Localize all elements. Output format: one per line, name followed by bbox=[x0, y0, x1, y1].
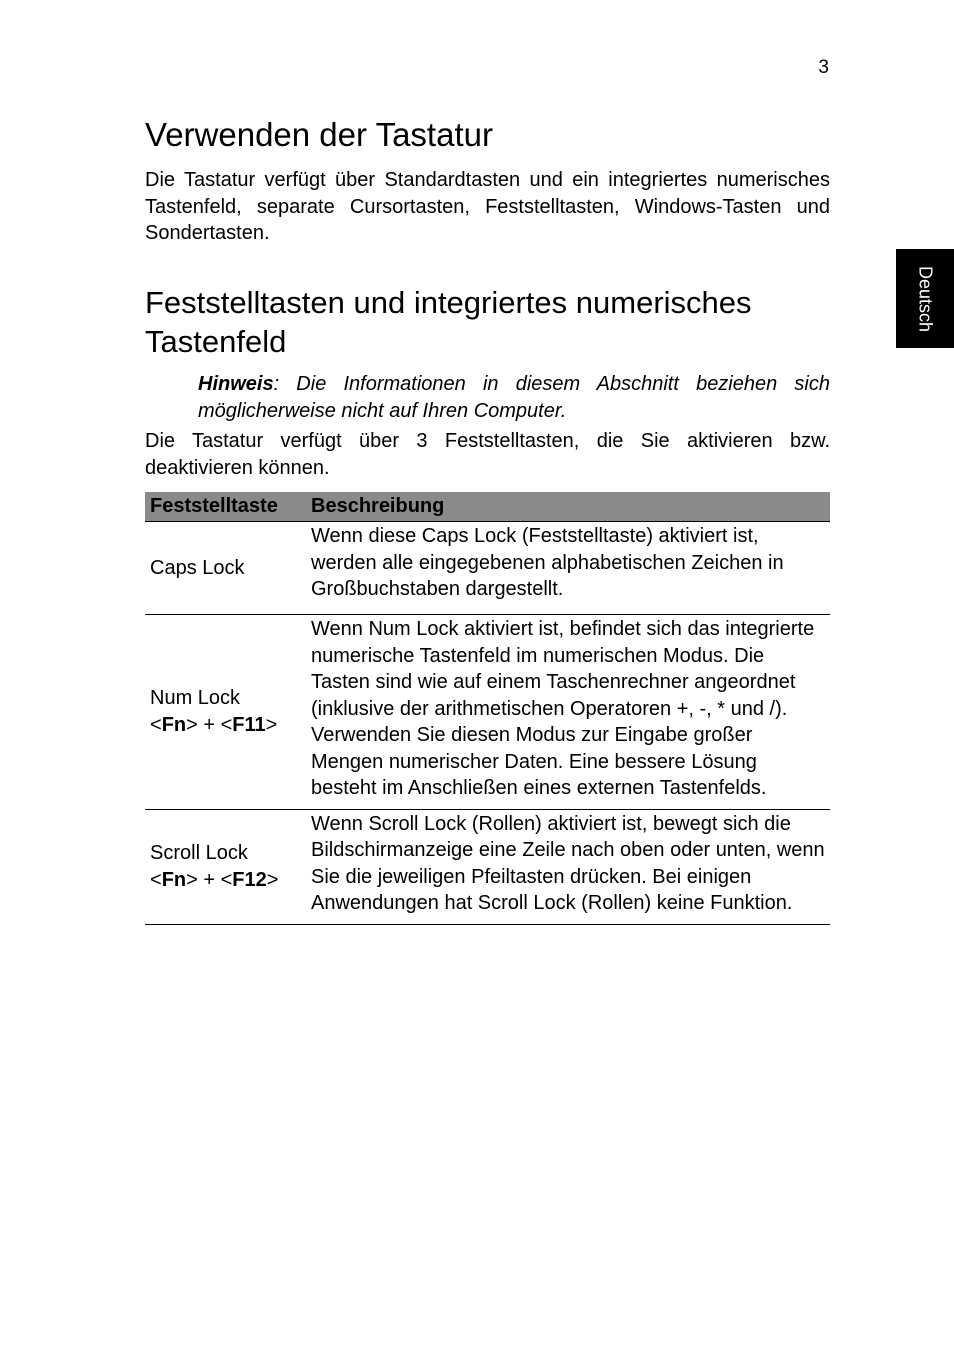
table-cell-key bbox=[145, 522, 306, 615]
key-combo: <Fn> + <F12> bbox=[150, 868, 279, 891]
table-header-row bbox=[145, 492, 830, 522]
table-cell-description: Wenn Scroll Lock (Rollen) aktiviert ist, bewegt sich die Bildschirmanzeige eine Zeile nach oben oder unten, wenn Sie die jeweiligen Pfeiltasten drücken. Bei einigen Anwendungen hat Scroll Lock (Rollen) keine Funktion. bbox=[306, 809, 830, 924]
table-cell-key bbox=[145, 809, 306, 924]
table-header-description: Beschreibung bbox=[306, 492, 830, 522]
key-name: Caps Lock bbox=[150, 556, 245, 579]
table-row bbox=[145, 615, 830, 810]
note-label: Hinweis bbox=[198, 373, 274, 395]
table-cell-key bbox=[145, 615, 306, 810]
note-paragraph bbox=[198, 371, 830, 424]
section-title-lock-keys: Feststelltasten und integriertes numerisches Tastenfeld bbox=[145, 285, 752, 359]
key-combo: <Fn> + <F11> bbox=[150, 713, 278, 736]
language-tab-label: Deutsch bbox=[915, 265, 936, 332]
note-text: : Die Informationen in diesem Abschnitt beziehen sich möglicherweise nicht auf Ihren Computer. bbox=[198, 373, 830, 422]
table-header-key: Feststelltaste bbox=[145, 492, 306, 522]
keyboard-intro-paragraph: Die Tastatur verfügt über Standardtasten und ein integriertes numerisches Tastenfeld, separate Cursortasten, Feststelltasten, Windows-Tasten und Sondertasten. bbox=[145, 169, 830, 244]
language-tab bbox=[896, 249, 954, 348]
section-title-keyboard: Verwenden der Tastatur bbox=[145, 116, 493, 153]
table-cell-description: Wenn diese Caps Lock (Feststelltaste) aktiviert ist, werden alle eingegebenen alphabetischen Zeichen in Großbuchstaben dargestellt. bbox=[306, 522, 830, 615]
key-name: Num Lock bbox=[150, 687, 241, 710]
key-name: Scroll Lock bbox=[150, 842, 248, 864]
lock-keys-intro-paragraph: Die Tastatur verfügt über 3 Feststelltasten, die Sie aktivieren bzw. deaktivieren können. bbox=[145, 430, 830, 479]
page-number: 3 bbox=[818, 57, 829, 78]
table-row bbox=[145, 809, 830, 924]
table-cell-description: Wenn Num Lock aktiviert ist, befindet sich das integrierte numerische Tastenfeld im numerischen Modus. Die Tasten sind wie auf einem Taschenrechner angeordnet (inklusive der arithmetischen Operatoren +, -, * und /). Verwenden Sie diesen Modus zur Eingabe großer Mengen numerischer Daten. Eine bessere Lösung besteht im Anschließen eines externen Tastenfelds. bbox=[306, 615, 830, 810]
table-row bbox=[145, 522, 830, 615]
lock-keys-table bbox=[145, 492, 830, 925]
